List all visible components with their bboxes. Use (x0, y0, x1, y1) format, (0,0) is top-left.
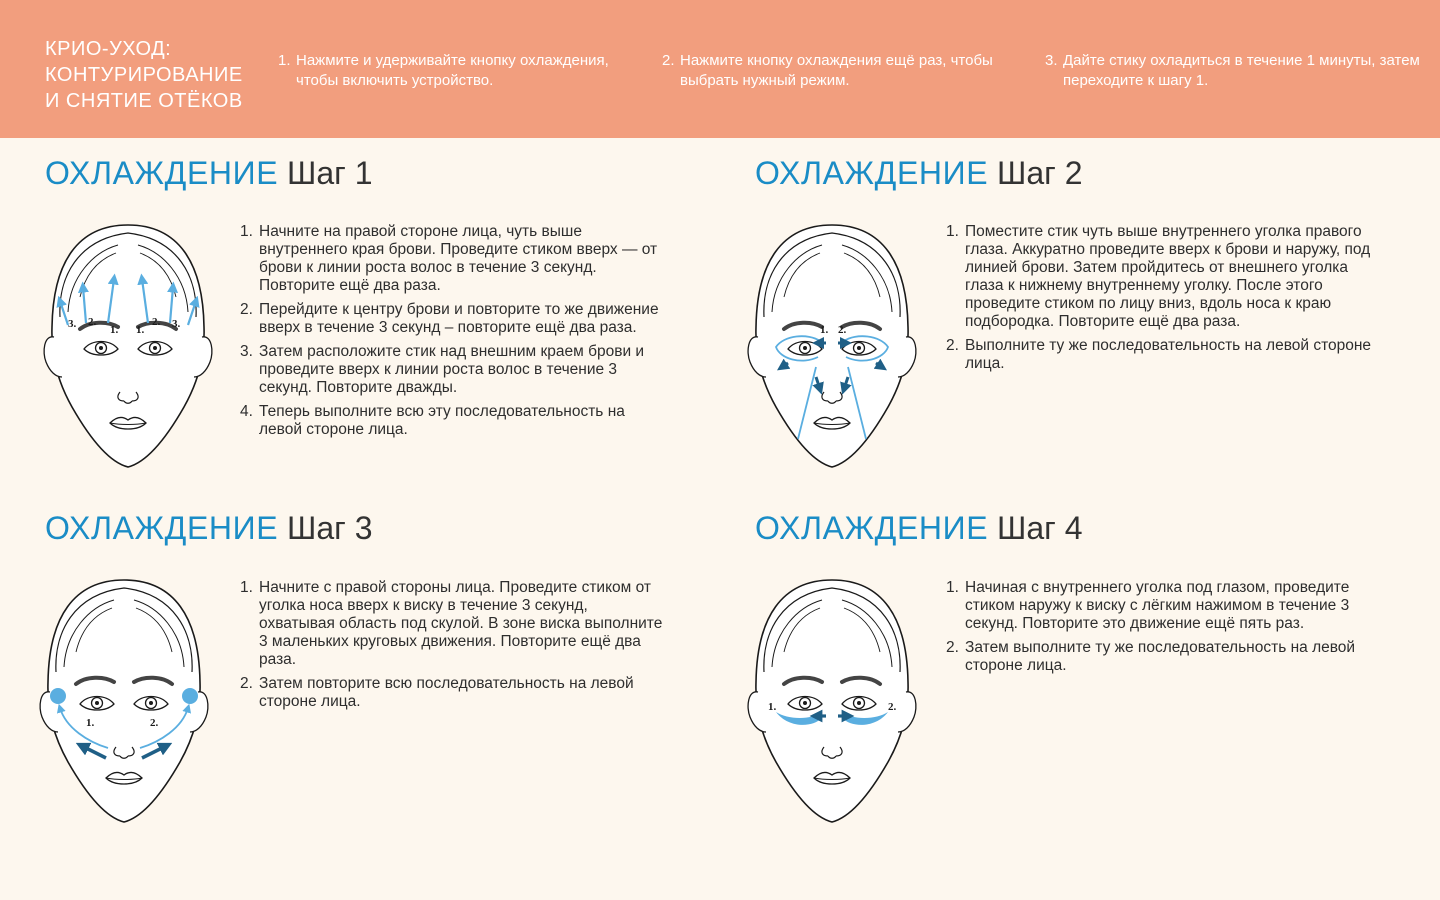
item-text: Затем расположите стик над внешним краем брови и проведите вверх к линии роста волос в течение 3 секунд. Повторите дважды. (259, 343, 645, 396)
item-text: Начните с правой стороны лица. Проведите стиком от уголка носа вверх к виску в течение 3 секунд, охватывая область под скулой. В зоне виска выполните 3 маленьких круговых движения. Повторите ещё два раза. (259, 579, 663, 668)
item-text: Поместите стик чуть выше внутреннего уголка правого глаза. Аккуратно проведите вверх к брови и наружу, под линией брови. Затем пройдитесь от внешнего уголка глаза к нижнему внутреннему уголку. После этого проведите стиком по лицу вниз, вдоль носа к краю подбородка. Повторите ещё два раза. (965, 223, 1371, 330)
item-number: 1. (240, 223, 253, 240)
header-step-number: 3. (1045, 52, 1058, 69)
item-number: 3. (240, 343, 253, 360)
instruction-list-step-2 (946, 223, 1376, 379)
item-number: 1. (240, 579, 253, 596)
diagram-label: 2. (152, 316, 161, 328)
item-text: Перейдите к центру брови и повторите то же движение вверх в течение 3 секунд – повторите ещё два раза. (259, 301, 659, 336)
item-number: 1. (946, 223, 959, 240)
diagram-label: 2. (838, 324, 847, 336)
item-number: 2. (240, 675, 253, 692)
brand-line: КОНТУРИРОВАНИЕ (45, 64, 243, 86)
list-item (240, 579, 665, 669)
face-diagram-eyes-nose (742, 212, 922, 482)
section-title-step-1 (45, 153, 373, 193)
header-step-number: 1. (278, 52, 291, 69)
header-step-1 (278, 51, 648, 91)
header-step-3 (1045, 51, 1425, 91)
item-text: Выполните ту же последовательность на левой стороне лица. (965, 337, 1372, 372)
header-step-text: Нажмите кнопку охлаждения ещё раз, чтобы выбрать нужный режим. (680, 52, 993, 89)
diagram-label: 2. (150, 717, 159, 729)
header-banner (0, 0, 1440, 138)
face-diagram-forehead (38, 212, 218, 482)
face-diagram-cheeks (34, 567, 214, 837)
item-number: 2. (946, 639, 959, 656)
list-item (946, 337, 1376, 373)
item-text: Теперь выполните всю эту последовательность на левой стороне лица. (259, 403, 625, 438)
instruction-list-step-1 (240, 223, 665, 445)
list-item (240, 403, 665, 439)
brand-line: КРИО-УХОД: (45, 38, 172, 60)
list-item (946, 223, 1376, 331)
item-number: 4. (240, 403, 253, 420)
item-text: Начните на правой стороне лица, чуть выше внутреннего края брови. Проведите стиком вверх — от брови к линии роста волос в течение 3 секунд. Повторите ещё два раза. (259, 223, 658, 294)
header-step-text: Дайте стику охладиться в течение 1 минуты, затем переходите к шагу 1. (1063, 52, 1420, 89)
face-diagram-under-eyes (742, 567, 922, 837)
brand-line: И СНЯТИЕ ОТЁКОВ (45, 90, 243, 112)
diagram-label: 1. (136, 324, 145, 336)
list-item (240, 343, 665, 397)
list-item (240, 223, 665, 295)
diagram-label: 1. (86, 717, 95, 729)
section-accent: ОХЛАЖДЕНИЕ (755, 510, 989, 546)
header-step-text: Нажмите и удерживайте кнопку охлаждения, чтобы включить устройство. (296, 52, 609, 89)
item-text: Начиная с внутреннего уголка под глазом, проведите стиком наружу к виску с лёгким нажимом в течение 3 секунд. Повторите это движение ещё пять раз. (965, 579, 1350, 632)
section-title-step-4 (755, 508, 1083, 548)
section-title-step-2 (755, 153, 1083, 193)
diagram-label: 3. (68, 318, 77, 330)
header-step-2 (662, 51, 1032, 91)
section-step: Шаг 3 (287, 510, 373, 546)
list-item (240, 301, 665, 337)
section-accent: ОХЛАЖДЕНИЕ (755, 155, 989, 191)
diagram-label: 2. (888, 701, 897, 713)
list-item (946, 639, 1376, 675)
section-step: Шаг 1 (287, 155, 373, 191)
section-step: Шаг 2 (997, 155, 1083, 191)
instruction-list-step-3 (240, 579, 665, 717)
list-item (240, 675, 665, 711)
instruction-list-step-4 (946, 579, 1376, 681)
diagram-label: 1. (820, 324, 829, 336)
item-number: 2. (946, 337, 959, 354)
diagram-label: 1. (768, 701, 777, 713)
header-step-number: 2. (662, 52, 675, 69)
diagram-label: 3. (172, 318, 181, 330)
section-accent: ОХЛАЖДЕНИЕ (45, 510, 279, 546)
section-step: Шаг 4 (997, 510, 1083, 546)
diagram-label: 2. (88, 316, 97, 328)
item-number: 2. (240, 301, 253, 318)
list-item (946, 579, 1376, 633)
item-number: 1. (946, 579, 959, 596)
item-text: Затем повторите всю последовательность на левой стороне лица. (259, 675, 634, 710)
item-text: Затем выполните ту же последовательность на левой стороне лица. (965, 639, 1356, 674)
section-title-step-3 (45, 508, 373, 548)
section-accent: ОХЛАЖДЕНИЕ (45, 155, 279, 191)
brand-title (45, 36, 270, 114)
diagram-label: 1. (110, 324, 119, 336)
